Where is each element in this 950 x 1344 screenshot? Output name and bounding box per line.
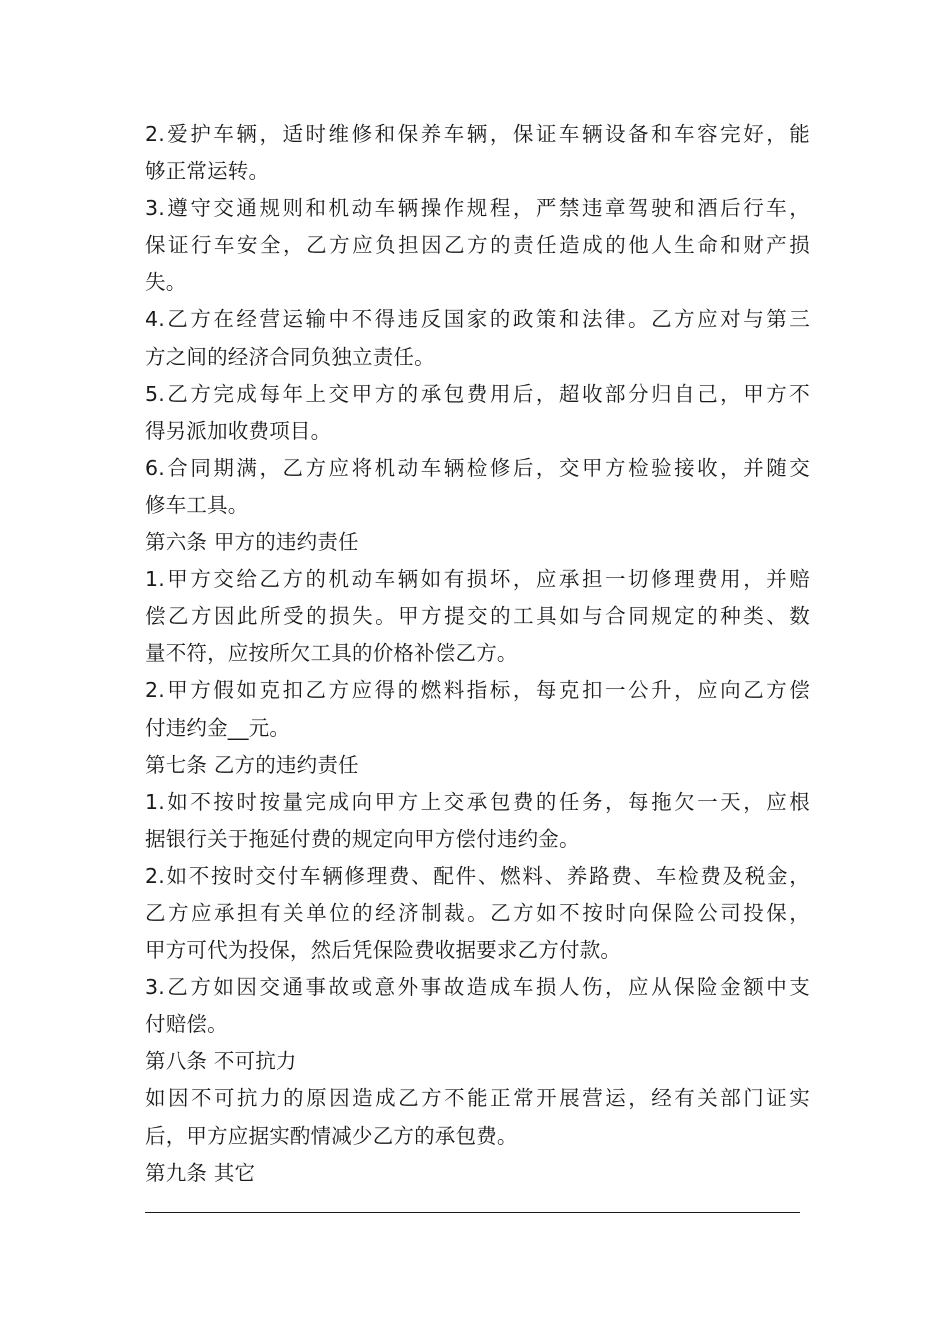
section-heading-6: 第六条 甲方的违约责任 xyxy=(145,530,359,555)
text-line: 量不符，应按所欠工具的价格补偿乙方。 xyxy=(145,641,518,666)
section-heading-7: 第七条 乙方的违约责任 xyxy=(145,752,359,777)
text-line: 4.乙方在经营运输中不得违反国家的政策和法律。乙方应对与第三 xyxy=(145,307,810,332)
text-line: 6.合同期满，乙方应将机动车辆检修后，交甲方检验接收，并随交 xyxy=(145,455,810,480)
text-line: 5.乙方完成每年上交甲方的承包费用后，超收部分归自己，甲方不 xyxy=(145,381,810,406)
text-line: 据银行关于拖延付费的规定向甲方偿付违约金。 xyxy=(145,826,580,851)
text-line: 方之间的经济合同负独立责任。 xyxy=(145,344,435,369)
fill-in-blank-line xyxy=(145,1212,800,1213)
text-line: 够正常运转。 xyxy=(145,159,270,184)
text-line: 3.乙方如因交通事故或意外事故造成车损人伤，应从保险金额中支 xyxy=(145,975,810,1000)
text-line: 2.甲方假如克扣乙方应得的燃料指标，每克扣一公升，应向乙方偿 xyxy=(145,678,810,703)
text-line: 2.如不按时交付车辆修理费、配件、燃料、养路费、车检费及税金， xyxy=(145,863,810,888)
text-line: 得另派加收费项目。 xyxy=(145,418,332,443)
text-line: 修车工具。 xyxy=(145,492,249,517)
section-heading-8: 第八条 不可抗力 xyxy=(145,1049,297,1074)
text-line: 失。 xyxy=(145,270,187,295)
text-line: 3.遵守交通规则和机动车辆操作规程，严禁违章驾驶和酒后行车， xyxy=(145,196,810,221)
text-line: 甲方可代为投保，然后凭保险费收据要求乙方付款。 xyxy=(145,938,622,963)
text-line: 如因不可抗力的原因造成乙方不能正常开展营运，经有关部门证实 xyxy=(145,1086,810,1111)
text-line: 1.如不按时按量完成向甲方上交承包费的任务，每拖欠一天，应根 xyxy=(145,789,810,814)
document-body xyxy=(145,116,810,1192)
text-line: 偿乙方因此所受的损失。甲方提交的工具如与合同规定的种类、数 xyxy=(145,604,810,629)
text-line: 乙方应承担有关单位的经济制裁。乙方如不按时向保险公司投保， xyxy=(145,900,810,925)
section-heading-9: 第九条 其它 xyxy=(145,1160,256,1185)
text-line: 1.甲方交给乙方的机动车辆如有损坏，应承担一切修理费用，并赔 xyxy=(145,567,810,592)
text-line: 付违约金__元。 xyxy=(145,715,291,740)
text-line: 保证行车安全，乙方应负担因乙方的责任造成的他人生命和财产损 xyxy=(145,233,810,258)
text-line: 后，甲方应据实酌情减少乙方的承包费。 xyxy=(145,1123,518,1148)
text-line: 2.爱护车辆，适时维修和保养车辆，保证车辆设备和车容完好，能 xyxy=(145,122,810,146)
text-line: 付赔偿。 xyxy=(145,1012,228,1037)
